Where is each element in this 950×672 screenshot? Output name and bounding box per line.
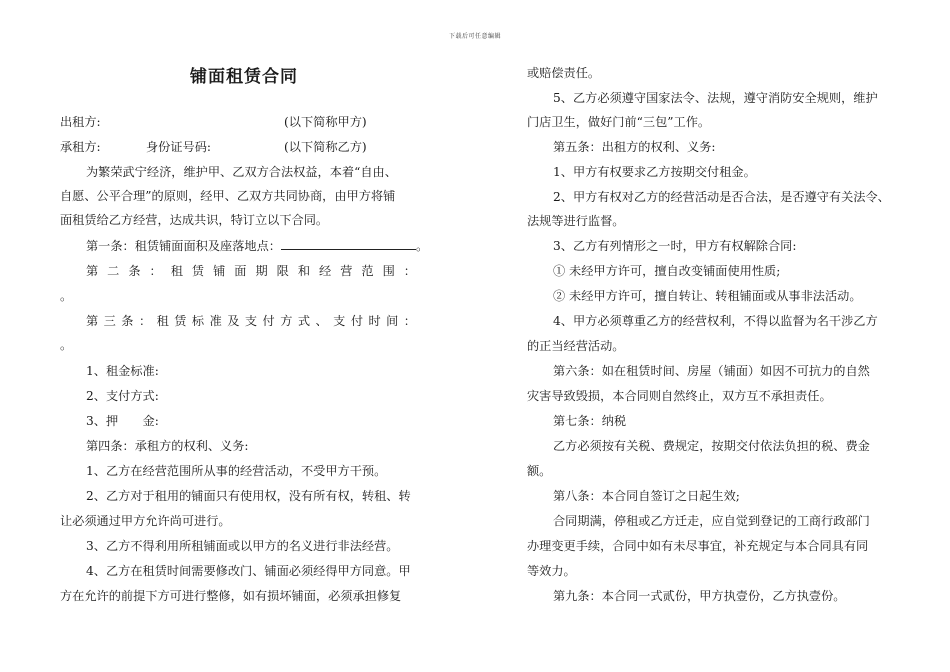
document-title: 铺面租赁合同 bbox=[190, 67, 298, 87]
article-5-p2a: 2、甲方有权对乙方的经营活动是否合法，是否遵守有关法令、 bbox=[553, 190, 890, 204]
id-number-label: 身份证号码: bbox=[146, 140, 212, 154]
article-7-title: 第七条：纳税 bbox=[553, 414, 627, 428]
article-3: 第三条：租赁标准及支付方式、支付时间： bbox=[86, 314, 416, 328]
article-5-p1: 1、甲方有权要求乙方按期交付租金。 bbox=[553, 165, 756, 179]
article-8-c: 等效力。 bbox=[527, 564, 576, 578]
article-5-p4a: 4、甲方必须尊重乙方的经营权利，不得以监督为名干涉乙方 bbox=[553, 314, 878, 328]
article-2: 第二条：租赁铺面期限和经营范围： bbox=[86, 264, 416, 278]
article-4-p4b: 方在允许的前提下方可进行整修，如有损坏铺面，必须承担修复 bbox=[60, 589, 402, 603]
lessee-alias: (以下简称乙方) bbox=[284, 140, 367, 154]
header-note: 下载后可任意编辑 bbox=[448, 33, 501, 40]
article-5-clause-1: ① 未经甲方许可，擅自改变铺面使用性质; bbox=[553, 264, 781, 278]
article-5-p4b: 的正当经营活动。 bbox=[527, 339, 625, 353]
article-8-a: 合同期满，停租或乙方迁走，应自觉到登记的工商行政部门 bbox=[553, 514, 870, 528]
article-6-a: 第六条：如在租赁时间、房屋（铺面）如因不可抗力的自然 bbox=[553, 364, 870, 378]
article-8-title: 第八条：本合同自签订之日起生效; bbox=[553, 489, 740, 503]
lessor-label: 出租方: bbox=[60, 115, 101, 129]
article-4-p1: 1、乙方在经营范围所从事的经营活动，不受甲方干预。 bbox=[86, 464, 387, 478]
deposit: 3、押 金: bbox=[86, 414, 159, 428]
intro-line-2: 自愿、公平合理”的原则，经甲、乙双方共同协商，由甲方将铺 bbox=[60, 189, 396, 203]
article-5-title: 第五条：出租方的权利、义务: bbox=[553, 140, 716, 154]
article-4-p3: 3、乙方不得利用所租铺面或以甲方的名义进行非法经营。 bbox=[86, 539, 399, 553]
article-4-title: 第四条：承租方的权利、义务: bbox=[86, 439, 249, 453]
article-5-p2b: 法规等进行监督。 bbox=[527, 214, 625, 228]
article-1 bbox=[86, 238, 428, 253]
article-1-text: 第一条：租赁铺面面积及座落地点： bbox=[86, 239, 281, 253]
article-8-b: 办理变更手续，合同中如有未尽事宜，补充规定与本合同具有同 bbox=[527, 539, 869, 553]
article-4-p2b: 让必须通过甲方允许尚可进行。 bbox=[60, 514, 231, 528]
article-4-p5b: 门店卫生，做好门前“三包”工作。 bbox=[527, 115, 711, 129]
article-4-p4a: 4、乙方在租赁时间需要修改门、铺面必须经得甲方同意。甲 bbox=[86, 564, 411, 578]
article-3-cont: 。 bbox=[60, 338, 73, 352]
rent-standard: 1、租金标准: bbox=[86, 364, 159, 378]
article-1-end: 。 bbox=[416, 239, 429, 253]
article-7-b: 额。 bbox=[527, 464, 552, 478]
article-5-p3: 3、乙方有列情形之一时，甲方有权解除合同: bbox=[553, 239, 797, 253]
lessor-alias: (以下简称甲方) bbox=[284, 115, 367, 129]
article-2-cont: 。 bbox=[60, 289, 73, 303]
article-5-clause-2: ② 未经甲方许可，擅自转让、转租铺面或从事非法活动。 bbox=[553, 289, 862, 303]
article-4-p5a: 5、乙方必须遵守国家法令、法规，遵守消防安全规则，维护 bbox=[553, 91, 878, 105]
article-4-p2a: 2、乙方对于租用的铺面只有使用权，没有所有权，转租、转 bbox=[86, 489, 411, 503]
lessee-label: 承租方: bbox=[60, 140, 101, 154]
article-9: 第九条：本合同一式贰份，甲方执壹份，乙方执壹份。 bbox=[553, 589, 846, 603]
article-6-b: 灾害导致毁损，本合同则自然终止，双方互不承担责任。 bbox=[527, 389, 832, 403]
location-blank bbox=[281, 238, 416, 250]
article-4-p4c: 或赔偿责任。 bbox=[527, 66, 601, 80]
article-7-a: 乙方必须按有关税、费规定，按期交付依法负担的税、费金 bbox=[553, 439, 870, 453]
intro-line-1: 为繁荣武宁经济，维护甲、乙双方合法权益，本着“自由、 bbox=[86, 165, 397, 179]
payment-method: 2、支付方式: bbox=[86, 389, 159, 403]
intro-line-3: 面租赁给乙方经营，达成共识，特订立以下合同。 bbox=[60, 213, 329, 227]
